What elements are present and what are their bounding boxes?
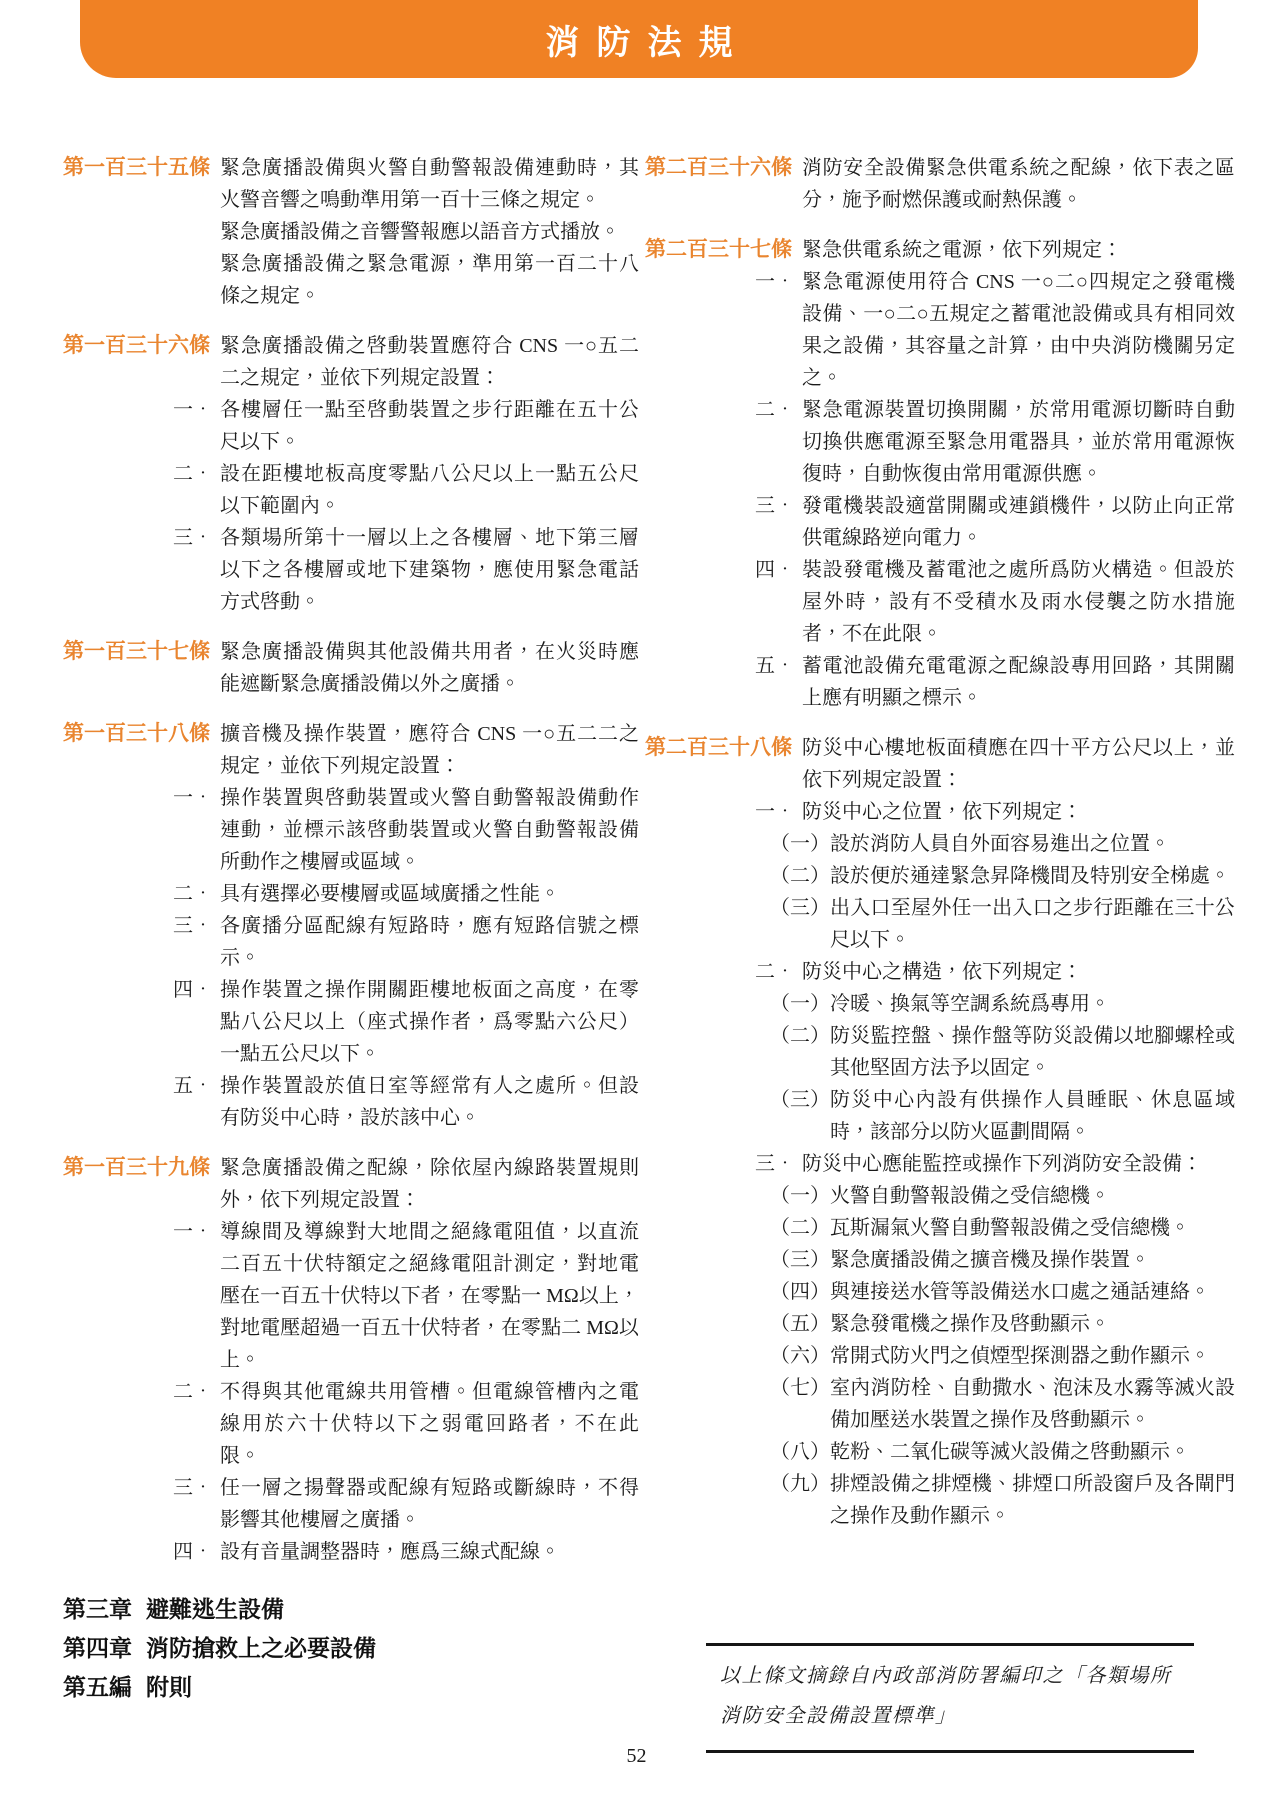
article-paragraph: 緊急廣播設備與其他設備共用者，在火災時應能遮斷緊急廣播設備以外之廣播。 (220, 641, 639, 695)
article-paragraph: 緊急廣播設備與火警自動警報設備連動時，其火警音響之鳴動準用第一百十三條之規定。 (220, 157, 639, 211)
item-label: 一． (173, 1221, 213, 1243)
item-label: 二． (173, 1381, 213, 1403)
item-label: （七） (770, 1377, 830, 1399)
chapter-number: 第五編 (63, 1674, 132, 1700)
right-column (645, 152, 1235, 1550)
article-body (755, 732, 1235, 1532)
numbered-item: 四． 裝設發電機及蓄電池之處所爲防火構造。但設於屋外時，設有不受積水及雨水侵襲之防水措施者，不在此限。 (802, 554, 1235, 650)
source-note (706, 1643, 1194, 1753)
numbered-item: 一． 各樓層任一點至啓動裝置之步行距離在五十公尺以下。 (220, 394, 639, 458)
item-label: 一． (173, 787, 213, 809)
item-label: （三） (770, 1249, 830, 1271)
item-label: 五． (173, 1075, 213, 1097)
item-label: （五） (770, 1313, 830, 1335)
numbered-item: 三． 發電機裝設適當開關或連鎖機件，以防止向正常供電線路逆向電力。 (802, 490, 1235, 554)
item-label: 三． (755, 495, 795, 517)
item-label: 四． (755, 559, 795, 581)
numbered-item: 三． 各類場所第十一層以上之各樓層、地下第三層以下之各樓層或地下建築物，應使用緊急電話方式啓動。 (220, 522, 639, 618)
article-body (173, 330, 639, 618)
source-note-line: 消防安全設備設置標準」 (720, 1705, 957, 1727)
numbered-item: 二． 防災中心之構造，依下列規定： (802, 956, 1235, 988)
numbered-item: 五． 蓄電池設備充電電源之配線設專用回路，其開關上應有明顯之標示。 (802, 650, 1235, 714)
numbered-item: 一． 導線間及導線對大地間之絕緣電阻值，以直流二百五十伏特額定之絕緣電阻計測定，對地電壓在一百五十伏特以下者，在零點一 MΩ以上，對地電壓超過一百五十伏特者，在零點二 MΩ以上。 (220, 1216, 639, 1376)
article-number: 第一百三十九條 (63, 1156, 210, 1179)
item-label: （二） (770, 1025, 830, 1047)
article-number: 第二百三十八條 (645, 736, 792, 759)
sub-item: （二） 防災監控盤、操作盤等防災設備以地腳螺栓或其他堅固方法予以固定。 (802, 1020, 1235, 1084)
sub-item: （二） 瓦斯漏氣火警自動警報設備之受信總機。 (802, 1212, 1235, 1244)
item-label: （一） (770, 993, 830, 1015)
article-paragraph: 緊急廣播設備之緊急電源，準用第一百二十八條之規定。 (220, 253, 639, 307)
numbered-item: 三． 各廣播分區配線有短路時，應有短路信號之標示。 (220, 910, 639, 974)
sub-item: （三） 防災中心內設有供操作人員睡眠、休息區域時，該部分以防火區劃間隔。 (802, 1084, 1235, 1148)
item-label: （六） (770, 1345, 830, 1367)
numbered-item: 二． 不得與其他電線共用管槽。但電線管槽內之電線用於六十伏特以下之弱電回路者，不在此限。 (220, 1376, 639, 1472)
article-paragraph: 緊急廣播設備之音響警報應以語音方式播放。 (220, 221, 620, 243)
numbered-item: 二． 緊急電源裝置切換開關，於常用電源切斷時自動切換供應電源至緊急用電器具，並於常用電源恢復時，自動恢復由常用電源供應。 (802, 394, 1235, 490)
article-number: 第一百三十六條 (63, 334, 210, 357)
item-label: 一． (173, 399, 213, 421)
chapter-title: 避難逃生設備 (146, 1596, 284, 1622)
sub-item: （四） 與連接送水管等設備送水口處之通話連絡。 (802, 1276, 1235, 1308)
numbered-item: 四． 設有音量調整器時，應爲三線式配線。 (220, 1536, 639, 1568)
item-label: （九） (770, 1473, 830, 1495)
chapter-list (63, 1590, 639, 1707)
sub-item: （一） 火警自動警報設備之受信總機。 (802, 1180, 1235, 1212)
item-label: 四． (173, 1541, 213, 1563)
sub-item: （九） 排煙設備之排煙機、排煙口所設窗戶及各閘門之操作及動作顯示。 (802, 1468, 1235, 1532)
item-label: 三． (173, 527, 213, 549)
numbered-item: 二． 具有選擇必要樓層或區域廣播之性能。 (220, 878, 639, 910)
item-label: （一） (770, 1185, 830, 1207)
article (63, 1152, 639, 1568)
numbered-item: 四． 操作裝置之操作開關距樓地板面之高度，在零點八公尺以上（座式操作者，爲零點六公尺）一點五公尺以下。 (220, 974, 639, 1070)
item-label: 三． (173, 915, 213, 937)
chapter-number: 第三章 (63, 1596, 132, 1622)
article (63, 330, 639, 618)
sub-item: （二） 設於便於通達緊急昇降機間及特別安全梯處。 (802, 860, 1235, 892)
left-column (63, 152, 639, 1707)
numbered-item: 一． 緊急電源使用符合 CNS 一○二○四規定之發電機設備、一○二○五規定之蓄電池設備或具有相同效果之設備，其容量之計算，由中央消防機關另定之。 (802, 266, 1235, 394)
sub-item: （六） 常開式防火門之偵煙型探測器之動作顯示。 (802, 1340, 1235, 1372)
numbered-item: 一． 操作裝置與啓動裝置或火警自動警報設備動作連動，並標示該啓動裝置或火警自動警報設備所動作之樓層或區域。 (220, 782, 639, 878)
numbered-item: 三． 任一層之揚聲器或配線有短路或斷線時，不得影響其他樓層之廣播。 (220, 1472, 639, 1536)
chapter-heading (63, 1629, 639, 1668)
item-label: （八） (770, 1441, 830, 1463)
item-label: 三． (755, 1153, 795, 1175)
sub-item: （八） 乾粉、二氧化碳等滅火設備之啓動顯示。 (802, 1436, 1235, 1468)
sub-item: （三） 緊急廣播設備之擴音機及操作裝置。 (802, 1244, 1235, 1276)
article-body (220, 152, 639, 312)
chapter-title: 消防搶救上之必要設備 (146, 1635, 376, 1661)
article (645, 732, 1235, 1532)
item-label: 二． (173, 883, 213, 905)
article-number: 第二百三十六條 (645, 156, 792, 179)
article-body (173, 1152, 639, 1568)
item-label: 二． (755, 399, 795, 421)
article-number: 第二百三十七條 (645, 238, 792, 261)
article (63, 636, 639, 700)
source-note-line: 以上條文摘錄自內政部消防署編印之「各類場所 (720, 1665, 1172, 1687)
item-label: 四． (173, 979, 213, 1001)
chapter-heading (63, 1668, 639, 1707)
article-paragraph: 緊急供電系統之電源，依下列規定： (802, 239, 1122, 261)
sub-item: （一） 設於消防人員自外面容易進出之位置。 (802, 828, 1235, 860)
article-number: 第一百三十五條 (63, 156, 210, 179)
header-banner (80, 0, 1198, 78)
article-paragraph: 緊急廣播設備之配線，除依屋內線路裝置規則外，依下列規定設置： (220, 1157, 639, 1211)
page-number: 52 (626, 1745, 647, 1767)
item-label: 三． (173, 1477, 213, 1499)
article (645, 152, 1235, 216)
chapter-title: 附則 (146, 1674, 192, 1700)
sub-item: （三） 出入口至屋外任一出入口之步行距離在三十公尺以下。 (802, 892, 1235, 956)
article-number: 第一百三十八條 (63, 722, 210, 745)
article (645, 234, 1235, 714)
item-label: （三） (770, 1089, 830, 1111)
article-paragraph: 防災中心樓地板面積應在四十平方公尺以上，並依下列規定設置： (802, 737, 1235, 791)
numbered-item: 三． 防災中心應能監控或操作下列消防安全設備： (802, 1148, 1235, 1180)
numbered-item: 二． 設在距樓地板高度零點八公尺以上一點五公尺以下範圍內。 (220, 458, 639, 522)
chapter-heading (63, 1590, 639, 1629)
item-label: 五． (755, 655, 795, 677)
item-label: （二） (770, 865, 830, 887)
article-paragraph: 消防安全設備緊急供電系統之配線，依下表之區分，施予耐燃保護或耐熱保護。 (802, 157, 1235, 211)
item-label: 二． (755, 961, 795, 983)
item-label: （一） (770, 833, 830, 855)
article-body (173, 718, 639, 1134)
article-body (802, 152, 1235, 216)
item-label: （三） (770, 897, 830, 919)
article-body (755, 234, 1235, 714)
article (63, 718, 639, 1134)
article-body (220, 636, 639, 700)
item-label: （四） (770, 1281, 830, 1303)
article (63, 152, 639, 312)
article-paragraph: 擴音機及操作裝置，應符合 CNS 一○五二二之規定，並依下列規定設置： (220, 723, 639, 777)
chapter-number: 第四章 (63, 1635, 132, 1661)
page-title: 消防法規 (545, 23, 750, 62)
item-label: 二． (173, 463, 213, 485)
article-paragraph: 緊急廣播設備之啓動裝置應符合 CNS 一○五二二之規定，並依下列規定設置： (220, 335, 639, 389)
sub-item: （一） 冷暖、換氣等空調系統爲專用。 (802, 988, 1235, 1020)
numbered-item: 一． 防災中心之位置，依下列規定： (802, 796, 1235, 828)
item-label: 一． (755, 271, 795, 293)
sub-item: （五） 緊急發電機之操作及啓動顯示。 (802, 1308, 1235, 1340)
sub-item: （七） 室內消防栓、自動撒水、泡沫及水霧等滅火設備加壓送水裝置之操作及啓動顯示。 (802, 1372, 1235, 1436)
article-number: 第一百三十七條 (63, 640, 210, 663)
item-label: （二） (770, 1217, 830, 1239)
item-label: 一． (755, 801, 795, 823)
numbered-item: 五． 操作裝置設於值日室等經常有人之處所。但設有防災中心時，設於該中心。 (220, 1070, 639, 1134)
